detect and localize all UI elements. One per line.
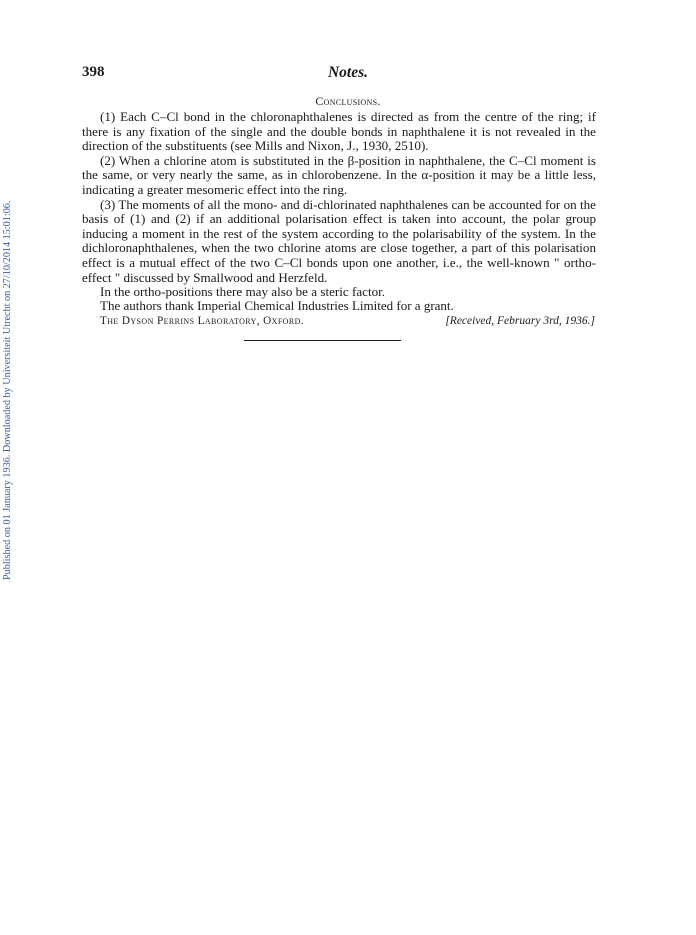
download-watermark: [2, 185, 14, 580]
section-heading: Conclusions.: [315, 94, 381, 108]
conclusion-paragraph-3: (3) The moments of all the mono- and di-chlorinated naphthalenes can be accounted for on the basis of (1) and (2) if an additional polarisation effect is taken into account, the polar group inducing a moment in the rest of the system according to the polarisability of the system. In the dichloronaphthalenes, when the two chlorine atoms are close together, a part of this polarisation effect is a mutual effect of the two C–Cl bonds upon one another, i.e., the well-known " ortho-effect " discussed by Smallwood and Herzfeld.: [82, 196, 596, 285]
received-date-text: [Received, February 3rd, 1936.]: [445, 315, 595, 327]
end-rule: [244, 340, 401, 341]
acknowledgement: The authors thank Imperial Chemical Industries Limited for a grant.: [100, 298, 454, 313]
running-title: Notes.: [327, 64, 369, 81]
page-number: 398: [82, 64, 105, 80]
conclusion-paragraph-4: In the ortho-positions there may also be a steric factor.: [100, 284, 386, 300]
conclusions-body: [82, 110, 596, 300]
affiliation: The Dyson Perrins Laboratory, Oxford.: [100, 315, 304, 327]
conclusion-paragraph-2: (2) When a chlorine atom is substituted in the β-position in naphthalene, the C–Cl moment is the same, or very nearly the same, as in chlorobenzene. In the α-position it may be a little less, indicating a greater mesomeric effect into the ring.: [82, 152, 596, 197]
download-watermark-text: Published on 01 January 1936. Downloaded by Universiteit Utrecht on 27/10/2014 15:01:06.: [2, 200, 13, 580]
conclusion-paragraph-1: (1) Each C–Cl bond in the chloronaphthalenes is directed as from the centre of the ring; if there is any fixation of the single and the double bonds in naphthalene it is not revealed in the direction of the substituents (see Mills and Nixon, J., 1930, 2510).: [82, 109, 596, 154]
affiliation-row: [100, 315, 595, 327]
received-date: [445, 315, 595, 327]
